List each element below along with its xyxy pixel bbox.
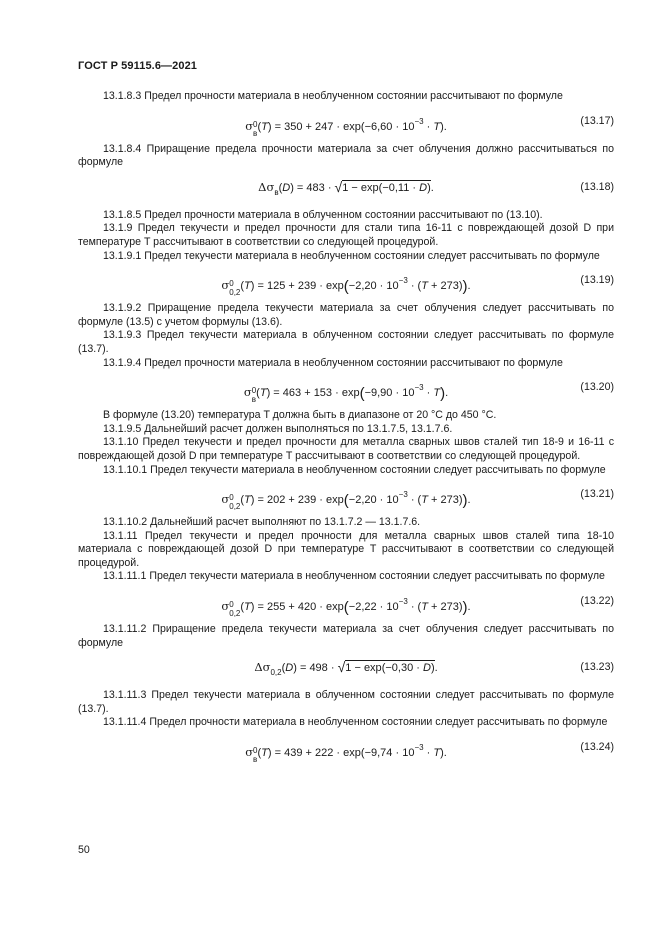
formula-expression: σ 0 в $(T) = 350 + 247 \cdot \exp(-6,60 \cdot 10^{-3} \cdot T)$. — [245, 116, 447, 138]
formula-expression: σ 0 0,2 $(T) = 202 + 239 \cdot \exp(-2,20 \cdot 10^{-3} \cdot (T + 273))$. — [221, 490, 471, 512]
paragraph-temperature-range: В формуле (13.20) температура T должна быть в диапазоне от 20 °C до 450 °C. — [103, 409, 497, 422]
formula-number: (13.22) — [580, 595, 614, 608]
formula-13-18 — [78, 178, 614, 200]
document-header: ГОСТ Р 59115.6—2021 — [78, 60, 198, 72]
formula-13-21 — [78, 485, 614, 512]
paragraph-13-1-9-3: 13.1.9.3 Предел текучести материала в облученном состоянии следует рассчитывать по формуле (13.7). — [78, 329, 614, 355]
formula-number: (13.24) — [580, 741, 614, 754]
formula-expression: σ 0 0,2 $(T) = 255 + 420 \cdot \exp(-2,22 \cdot 10^{-3} \cdot (T + 273))$. — [221, 597, 471, 619]
page-number: 50 — [78, 844, 90, 856]
formula-number: (13.18) — [580, 180, 614, 193]
paragraph-13-1-11-2: 13.1.11.2 Приращение предела текучести материала за счет облучения следует рассчитывать по формуле — [78, 623, 614, 649]
formula-number: (13.19) — [580, 274, 614, 287]
formula-number: (13.20) — [580, 381, 614, 394]
formula-number: (13.17) — [580, 114, 614, 127]
paragraph-13-1-9: 13.1.9 Предел текучести и предел прочности для стали типа 16-11 с повреждающей дозой D при температуре T рассчитывают в соответствии со следующей процедурой. — [78, 222, 614, 248]
paragraph-13-1-10: 13.1.10 Предел текучести и предел прочности для металла сварных швов сталей тип 18-9 и 16-11 с повреждающей дозой D при температуре T рассчитывают в соответствии со следующей процедурой. — [78, 436, 614, 462]
formula-expression: $\Delta\sigma_в(D) = 483 \cdot √1 - \exp(-0,11 \cdot D)$. — [258, 178, 434, 197]
paragraph-13-1-9-4: 13.1.9.4 Предел прочности материала в необлученном состоянии рассчитывают по формуле — [103, 356, 563, 369]
formula-13-17 — [78, 112, 614, 138]
formula-13-24 — [78, 738, 614, 765]
paragraph-13-1-8-5: 13.1.8.5 Предел прочности материала в облученном состоянии рассчитывают по (13.10). — [103, 208, 543, 221]
paragraph-13-1-8-4: 13.1.8.4 Приращение предела прочности материала за счет облучения должно рассчитываться по формуле — [78, 142, 614, 169]
formula-number: (13.21) — [580, 488, 614, 501]
paragraph-13-1-9-5: 13.1.9.5 Дальнейший расчет должен выполняться по 13.1.7.5, 13.1.7.6. — [103, 422, 453, 435]
formula-expression: σ 0 в $(T) = 463 + 153 \cdot \exp(-9,90 \cdot 10^{-3} \cdot T)$. — [243, 383, 449, 405]
paragraph-13-1-8-3: 13.1.8.3 Предел прочности материала в необлученном состоянии рассчитывают по формуле — [103, 90, 563, 102]
formula-number: (13.23) — [580, 661, 614, 674]
document-body — [78, 90, 614, 769]
paragraph-13-1-11-1: 13.1.11.1 Предел текучести материала в необлученном состоянии следует рассчитывать по формуле — [103, 570, 605, 583]
paragraph-13-1-10-1: 13.1.10.1 Предел текучести материала в необлученном состоянии следует рассчитывать по формуле — [103, 463, 606, 476]
formula-13-23 — [78, 658, 614, 680]
formula-expression: σ 0 0,2 $(T) = 125 + 239 \cdot \exp(-2,20 \cdot 10^{-3} \cdot (T + 273))$. — [221, 276, 471, 298]
paragraph-13-1-9-1: 13.1.9.1 Предел текучести материала в необлученном состоянии следует рассчитывать по формуле — [103, 249, 600, 262]
formula-13-22 — [78, 592, 614, 619]
formula-expression: σ 0 в $(T) = 439 + 222 \cdot \exp(-9,74 \cdot 10^{-3} \cdot T)$. — [245, 743, 447, 765]
paragraph-13-1-9-2: 13.1.9.2 Приращение предела текучести материала за счет облучения следует рассчитывать по формуле (13.5) с учетом формулы (13.6). — [78, 302, 614, 328]
paragraph-13-1-10-2: 13.1.10.2 Дальнейший расчет выполняют по 13.1.7.2 — 13.1.7.6. — [103, 516, 421, 529]
paragraph-13-1-11-3: 13.1.11.3 Предел текучести материала в облученном состоянии следует рассчитывать по формуле (13.7). — [78, 689, 614, 715]
formula-13-19 — [78, 271, 614, 298]
formula-expression: $\Delta\sigma_{0,2}(D) = 498 \cdot √1 - \exp(-0,30 \cdot D)$. — [254, 659, 438, 678]
paragraph-13-1-11: 13.1.11 Предел текучести и предел прочности для металла сварных швов сталей типа 18-10 материала с повреждающей дозой D при температуре T рассчитывают в соответствии со следующей процедурой. — [78, 529, 614, 569]
paragraph-13-1-11-4: 13.1.11.4 Предел прочности материала в необлученном состоянии следует рассчитывать по формуле — [103, 716, 608, 729]
formula-13-20 — [78, 378, 614, 405]
